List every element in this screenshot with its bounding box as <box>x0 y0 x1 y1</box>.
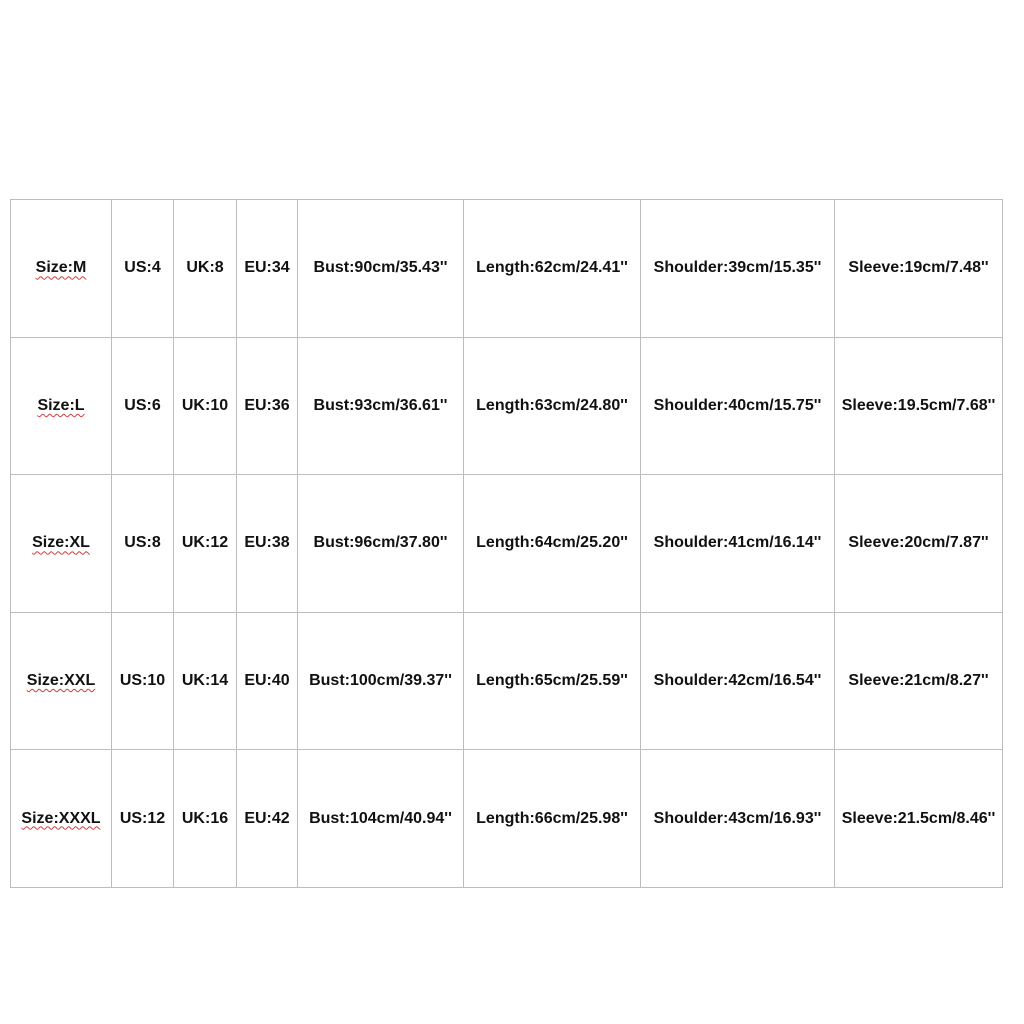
length-cell: Length:63cm/24.80'' <box>464 337 641 475</box>
shoulder-cell: Shoulder:40cm/15.75'' <box>641 337 835 475</box>
eu-size-cell: EU:42 <box>237 750 298 888</box>
size-cell <box>11 337 112 475</box>
table-row <box>11 337 1003 475</box>
uk-size-cell: UK:8 <box>174 200 237 338</box>
table-row <box>11 475 1003 613</box>
sleeve-cell: Sleeve:20cm/7.87'' <box>835 475 1003 613</box>
eu-size-cell: EU:36 <box>237 337 298 475</box>
shoulder-cell: Shoulder:41cm/16.14'' <box>641 475 835 613</box>
sleeve-cell: Sleeve:19.5cm/7.68'' <box>835 337 1003 475</box>
uk-size-cell: UK:16 <box>174 750 237 888</box>
uk-size-cell: UK:10 <box>174 337 237 475</box>
table-row <box>11 612 1003 750</box>
sleeve-cell: Sleeve:19cm/7.48'' <box>835 200 1003 338</box>
length-cell: Length:65cm/25.59'' <box>464 612 641 750</box>
table-row <box>11 750 1003 888</box>
us-size-cell: US:4 <box>112 200 174 338</box>
shoulder-cell: Shoulder:39cm/15.35'' <box>641 200 835 338</box>
us-size-cell: US:10 <box>112 612 174 750</box>
size-cell <box>11 750 112 888</box>
shoulder-cell: Shoulder:42cm/16.54'' <box>641 612 835 750</box>
uk-size-cell: UK:14 <box>174 612 237 750</box>
bust-cell: Bust:96cm/37.80'' <box>298 475 464 613</box>
size-cell <box>11 612 112 750</box>
eu-size-cell: EU:34 <box>237 200 298 338</box>
us-size-cell: US:6 <box>112 337 174 475</box>
uk-size-cell: UK:12 <box>174 475 237 613</box>
us-size-cell: US:8 <box>112 475 174 613</box>
bust-cell: Bust:93cm/36.61'' <box>298 337 464 475</box>
size-label: Size:XL <box>32 534 90 552</box>
bust-cell: Bust:104cm/40.94'' <box>298 750 464 888</box>
eu-size-cell: EU:38 <box>237 475 298 613</box>
us-size-cell: US:12 <box>112 750 174 888</box>
size-cell <box>11 200 112 338</box>
bust-cell: Bust:100cm/39.37'' <box>298 612 464 750</box>
size-label: Size:XXXL <box>21 809 101 827</box>
table-row <box>11 200 1003 338</box>
bust-cell: Bust:90cm/35.43'' <box>298 200 464 338</box>
size-cell <box>11 475 112 613</box>
size-label: Size:M <box>35 259 87 277</box>
sleeve-cell: Sleeve:21.5cm/8.46'' <box>835 750 1003 888</box>
shoulder-cell: Shoulder:43cm/16.93'' <box>641 750 835 888</box>
length-cell: Length:62cm/24.41'' <box>464 200 641 338</box>
sleeve-cell: Sleeve:21cm/8.27'' <box>835 612 1003 750</box>
length-cell: Length:66cm/25.98'' <box>464 750 641 888</box>
eu-size-cell: EU:40 <box>237 612 298 750</box>
size-chart-table <box>10 199 1003 888</box>
size-label: Size:L <box>37 396 85 414</box>
size-label: Size:XXL <box>26 672 96 690</box>
length-cell: Length:64cm/25.20'' <box>464 475 641 613</box>
